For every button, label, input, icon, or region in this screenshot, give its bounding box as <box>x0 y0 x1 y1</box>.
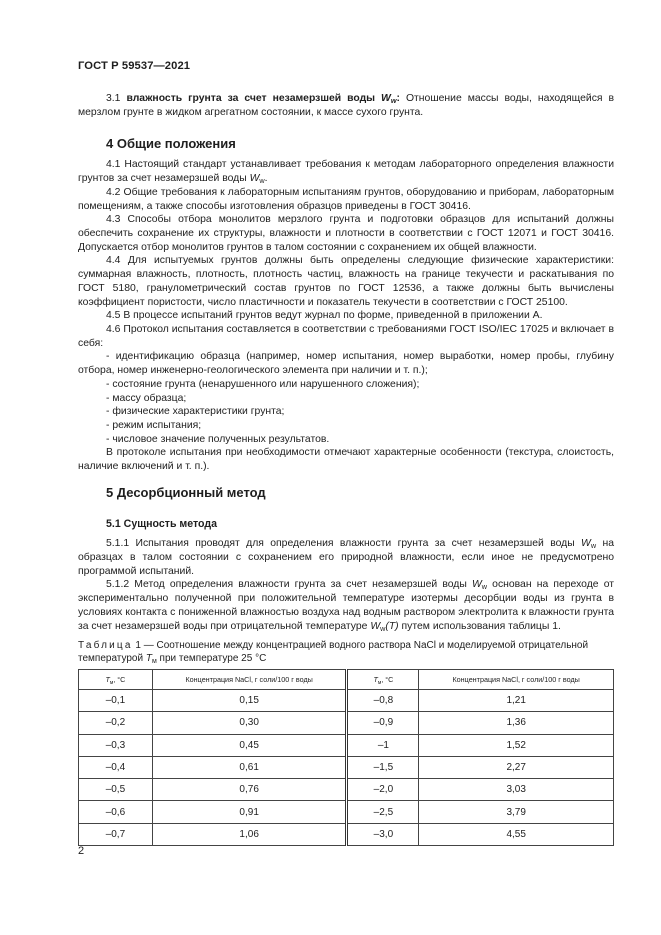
symbol: W <box>381 93 391 104</box>
cell-temperature: –0,4 <box>79 756 153 778</box>
table-row <box>79 712 614 734</box>
cell-temperature: –1,5 <box>347 756 419 778</box>
symbol-sub: w <box>259 175 265 185</box>
symbol-sub: w <box>481 582 488 591</box>
clause-number: 3.1 <box>106 93 121 104</box>
unit: , °С <box>381 675 394 684</box>
cell-temperature: –2,0 <box>347 779 419 801</box>
document-header: ГОСТ Р 59537—2021 <box>78 60 191 72</box>
subsection-5-1-title: 5.1 Сущность метода <box>106 518 218 530</box>
cell-concentration: 2,27 <box>419 756 614 778</box>
definition-text: Отношение массы воды, находящейся в мерзлом грунте в жидком агрегатном состоянии, к массе сухого грунта. <box>78 93 615 118</box>
table-row <box>79 823 614 845</box>
symbol: W <box>471 579 482 590</box>
symbol: T <box>105 675 110 684</box>
cell-concentration: 0,15 <box>152 690 347 712</box>
cell-concentration: 1,06 <box>152 823 347 845</box>
symbol-sub: м <box>109 680 114 686</box>
cell-temperature: –2,5 <box>347 801 419 823</box>
cell-temperature: –3,0 <box>347 823 419 845</box>
cell-temperature: –0,1 <box>79 690 153 712</box>
symbol-sub: w <box>590 541 597 550</box>
cell-temperature: –0,5 <box>79 779 153 801</box>
cell-concentration: 1,36 <box>419 712 614 734</box>
table-header-row <box>79 670 614 690</box>
clause-text: основан на переходе от экспериментально полученной при положительной температуре изотермы десорбции воды из грунта в условиях контакта с пониженной влажностью воздуха над водным раствором электролита к влажности грунта за счет незамерзшей воды при отрицательной температуре <box>78 579 614 632</box>
clause-end: . <box>264 172 268 184</box>
section-4-title: 4 Общие положения <box>106 136 236 151</box>
caption-text: 1 — Соотношение между концентрацией водного раствора NaCl и моделируемой отрицательной температурой <box>78 640 589 664</box>
clause-4-3: 4.3 Способы отбора монолитов мерзлого грунта и подготовки образцов для испытаний должны обеспечить сохранение их структуры, влажности и плотности в соответствии с ГОСТ 12071 и ГОСТ 30416. Допускается отбор монолитов грунтов в талом состоянии с сохранением их общей влажности. <box>78 214 614 253</box>
cell-temperature: –1 <box>347 734 419 756</box>
function-arg: (T) <box>385 620 399 632</box>
clause-text: 4.1 Настоящий стандарт устанавливает требования к методам лабораторного определения влажности грунтов за счет незамерзшей воды <box>78 159 614 184</box>
header-concentration: Концентрация NaCl, г соли/100 г воды <box>152 670 347 690</box>
clause-4-6: 4.6 Протокол испытания составляется в соответствии с требованиями ГОСТ ISO/IEC 17025 и включает в себя: <box>78 324 614 349</box>
symbol: W <box>249 172 260 184</box>
symbol: T <box>373 675 378 684</box>
cell-temperature: –0,9 <box>347 712 419 734</box>
cell-concentration: 0,45 <box>152 734 347 756</box>
caption-text: при температуре 25 °С <box>156 653 267 664</box>
cell-temperature: –0,2 <box>79 712 153 734</box>
clause-4-1 <box>78 158 614 186</box>
clause-text: на образцах в талом состоянии с сохранением его природной влажности, если иное не предусмотрено программой испытаний. <box>78 538 614 577</box>
page-number: 2 <box>78 845 85 857</box>
symbol-sub: м <box>377 680 382 686</box>
table-1 <box>78 669 614 846</box>
table-row <box>79 779 614 801</box>
list-item: - режим испытания; <box>106 420 202 431</box>
symbol: W <box>370 620 381 632</box>
unit: , °С <box>113 675 126 684</box>
clause-5-1-1 <box>78 537 614 579</box>
clause-4-5: 4.5 В процессе испытаний грунтов ведут журнал по форме, приведенной в приложении А. <box>106 310 543 321</box>
cell-concentration: 0,30 <box>152 712 347 734</box>
table-row <box>79 756 614 778</box>
clause-text: путем использования таблицы 1. <box>398 620 561 632</box>
clause-4-2: 4.2 Общие требования к лабораторным испытаниям грунтов, оборудованию и приборам, лабораторным помещениям, а также способы изготовления образцов приведены в ГОСТ 30416. <box>78 187 614 212</box>
list-item: - идентификацию образца (например, номер испытания, номер выработки, номер пробы, глубину отбора, номер инженерно-геологического элемента при наличии и т. п.); <box>78 351 614 376</box>
clause-text: 5.1.1 Испытания проводят для определения влажности грунта за счет незамерзшей воды <box>106 538 582 549</box>
clause-5-1-2 <box>78 578 614 634</box>
header-temperature <box>347 670 419 690</box>
list-item: - числовое значение полученных результатов. <box>106 434 330 445</box>
cell-concentration: 3,03 <box>419 779 614 801</box>
list-item: - массу образца; <box>106 393 187 404</box>
list-item: - состояние грунта (ненарушенного или нарушенного сложения); <box>106 379 420 390</box>
cell-concentration: 1,52 <box>419 734 614 756</box>
table-caption <box>78 639 616 665</box>
table-row <box>79 801 614 823</box>
symbol-sub: w <box>390 96 397 105</box>
header-concentration: Концентрация NaCl, г соли/100 г воды <box>419 670 614 690</box>
clause-4-4: 4.4 Для испытуемых грунтов должны быть определены следующие физические характеристики: суммарная влажность, плотность, плотность частиц, влажность на границе текучести и раскатывания по ГОСТ 5180, гранулометрический состав грунтов по ГОСТ 12536, а также должны быть вычислены коэффициент пористости, число пластичности и показатель текучести в соответствии с ГОСТ 25100. <box>78 255 614 308</box>
symbol-sub: w <box>380 623 386 633</box>
symbol-sub: м <box>151 658 157 665</box>
table-row <box>79 690 614 712</box>
cell-temperature: –0,8 <box>347 690 419 712</box>
clause-text: 5.1.2 Метод определения влажности грунта за счет незамерзшей воды <box>106 579 472 590</box>
header-temperature <box>79 670 153 690</box>
table-row <box>79 734 614 756</box>
caption-label: Таблица <box>78 640 133 651</box>
cell-concentration: 0,91 <box>152 801 347 823</box>
cell-concentration: 3,79 <box>419 801 614 823</box>
cell-concentration: 4,55 <box>419 823 614 845</box>
cell-concentration: 0,61 <box>152 756 347 778</box>
definition-3-1 <box>78 92 614 120</box>
term: влажность грунта за счет незамерзшей воды <box>126 93 376 104</box>
cell-temperature: –0,3 <box>79 734 153 756</box>
symbol: T <box>145 653 152 664</box>
cell-temperature: –0,6 <box>79 801 153 823</box>
cell-concentration: 1,21 <box>419 690 614 712</box>
clause-4-7: В протоколе испытания при необходимости отмечают характерные особенности (текстура, слоистость, наличие включений и т. п.). <box>78 447 614 472</box>
section-5-title: 5 Десорбционный метод <box>106 485 266 500</box>
list-item: - физические характеристики грунта; <box>106 406 285 417</box>
colon: : <box>396 93 400 104</box>
cell-concentration: 0,76 <box>152 779 347 801</box>
cell-temperature: –0,7 <box>79 823 153 845</box>
symbol: W <box>581 538 591 549</box>
